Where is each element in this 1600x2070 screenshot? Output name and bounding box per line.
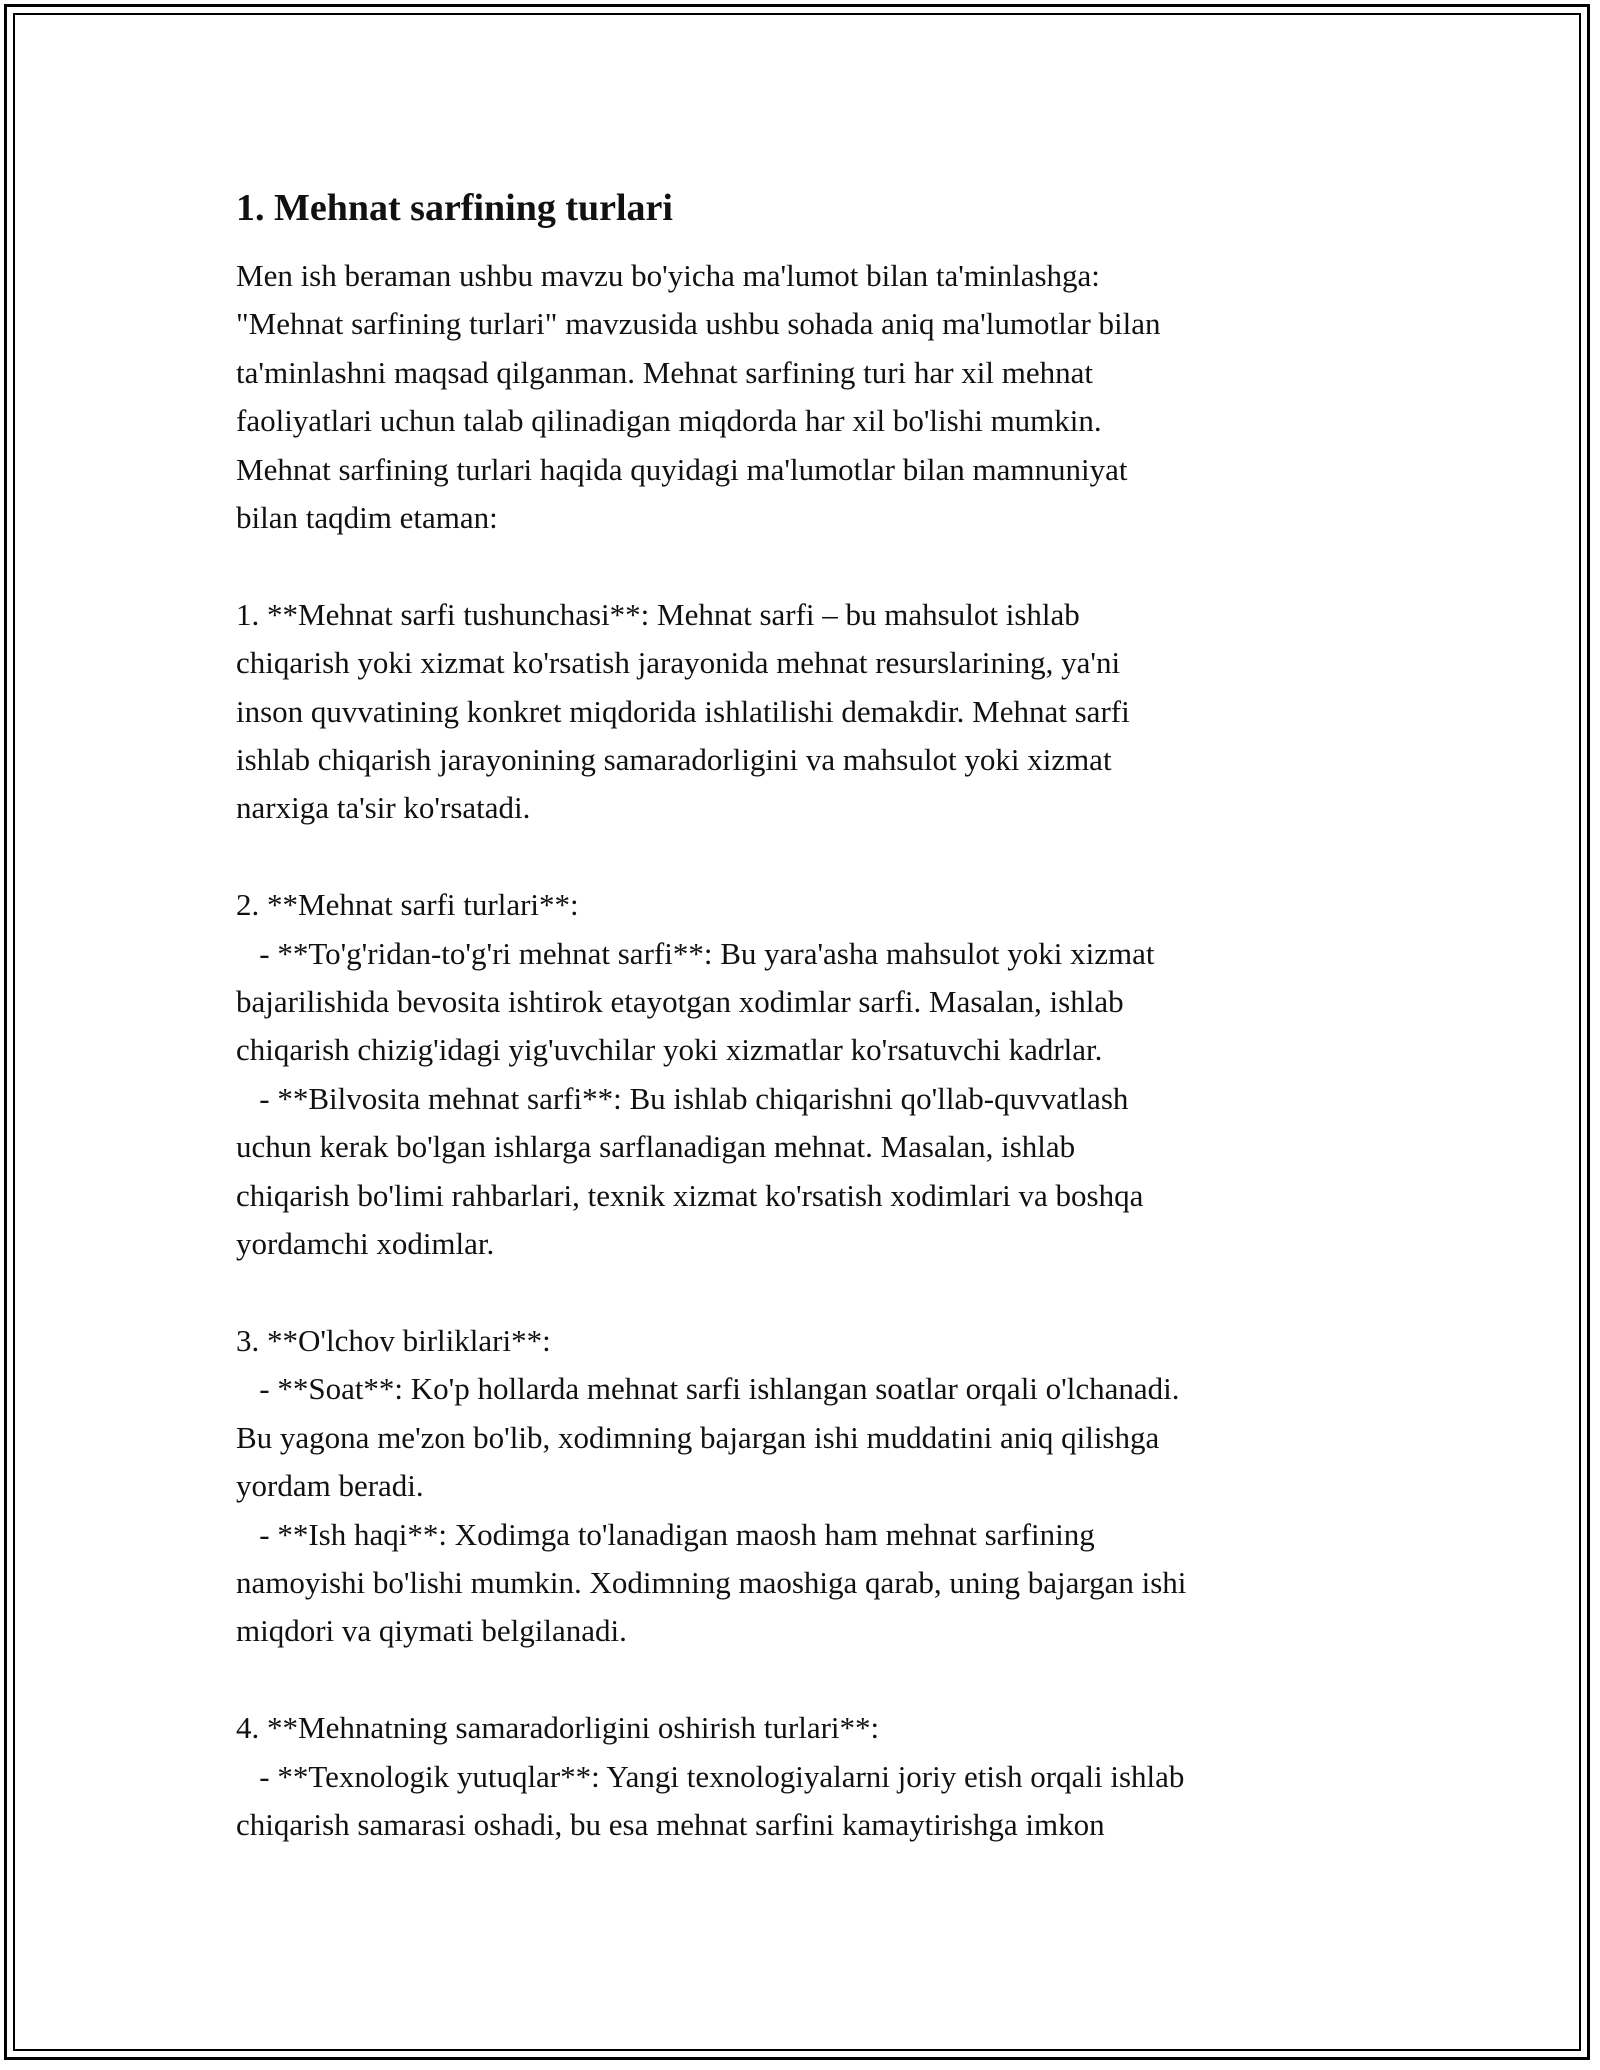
text-line: 3. **O'lchov birliklari**:	[236, 1322, 551, 1358]
text-line: bajarilishida bevosita ishtirok etayotgan xodimlar sarfi. Masalan, ishlab	[236, 984, 1124, 1020]
text-line: yordamchi xodimlar.	[236, 1226, 495, 1262]
text-line: 4. **Mehnatning samaradorligini oshirish turlari**:	[236, 1710, 880, 1746]
paragraph-gap	[236, 1269, 1376, 1317]
paragraph-gap	[236, 833, 1376, 881]
text-line: chiqarish yoki xizmat ko'rsatish jarayonida mehnat resurslarining, ya'ni	[236, 645, 1121, 681]
text-line: inson quvvatining konkret miqdorida ishlatilishi demakdir. Mehnat sarfi	[236, 693, 1130, 729]
text-line: - **To'g'ridan-to'g'ri mehnat sarfi**: Bu yara'asha mahsulot yoki xizmat	[236, 935, 1155, 971]
section-4-paragraph	[236, 1704, 1376, 1849]
section-2-paragraph	[236, 881, 1376, 1268]
intro-paragraph	[236, 252, 1376, 542]
text-line: bilan taqdim etaman:	[236, 500, 498, 536]
text-line: chiqarish samarasi oshadi, bu esa mehnat sarfini kamaytirishga imkon	[236, 1806, 1105, 1842]
section-3-paragraph	[236, 1317, 1376, 1656]
paragraph-gap	[236, 542, 1376, 590]
text-line: Mehnat sarfining turlari haqida quyidagi ma'lumotlar bilan mamnuniyat	[236, 451, 1128, 487]
text-line: 2. **Mehnat sarfi turlari**:	[236, 887, 579, 923]
text-line: - **Soat**: Ko'p hollarda mehnat sarfi ishlangan soatlar orqali o'lchanadi.	[236, 1371, 1180, 1407]
text-line: 1. **Mehnat sarfi tushunchasi**: Mehnat sarfi – bu mahsulot ishlab	[236, 596, 1080, 632]
document-body	[236, 184, 1376, 1849]
text-line: uchun kerak bo'lgan ishlarga sarflanadigan mehnat. Masalan, ishlab	[236, 1129, 1076, 1165]
paragraph-gap	[236, 1656, 1376, 1704]
document-title: 1. Mehnat sarfining turlari	[236, 187, 673, 229]
text-line: ta'minlashni maqsad qilganman. Mehnat sarfining turi har xil mehnat	[236, 354, 1094, 390]
text-line: faoliyatlari uchun talab qilinadigan miqdorda har xil bo'lishi mumkin.	[236, 403, 1102, 439]
text-line: namoyishi bo'lishi mumkin. Xodimning maoshiga qarab, uning bajargan ishi	[236, 1564, 1187, 1600]
text-line: miqdori va qiymati belgilanadi.	[236, 1613, 627, 1649]
text-line: - **Texnologik yutuqlar**: Yangi texnologiyalarni joriy etish orqali ishlab	[236, 1758, 1185, 1794]
text-line: - **Bilvosita mehnat sarfi**: Bu ishlab chiqarishni qo'llab-quvvatlash	[236, 1080, 1129, 1116]
text-line: narxiga ta'sir ko'rsatadi.	[236, 790, 531, 826]
text-line: "Mehnat sarfining turlari" mavzusida ushbu sohada aniq ma'lumotlar bilan	[236, 306, 1161, 342]
text-line: chiqarish bo'limi rahbarlari, texnik xizmat ko'rsatish xodimlari va boshqa	[236, 1177, 1144, 1213]
text-line: ishlab chiqarish jarayonining samaradorligini va mahsulot yoki xizmat	[236, 742, 1112, 778]
text-line: Bu yagona me'zon bo'lib, xodimning bajargan ishi muddatini aniq qilishga	[236, 1419, 1160, 1455]
section-1-paragraph	[236, 591, 1376, 833]
text-line: chiqarish chizig'idagi yig'uvchilar yoki xizmatlar ko'rsatuvchi kadrlar.	[236, 1032, 1103, 1068]
text-line: Men ish beraman ushbu mavzu bo'yicha ma'lumot bilan ta'minlashga:	[236, 258, 1100, 293]
text-line: - **Ish haqi**: Xodimga to'lanadigan maosh ham mehnat sarfining	[236, 1516, 1095, 1552]
text-line: yordam beradi.	[236, 1468, 424, 1504]
